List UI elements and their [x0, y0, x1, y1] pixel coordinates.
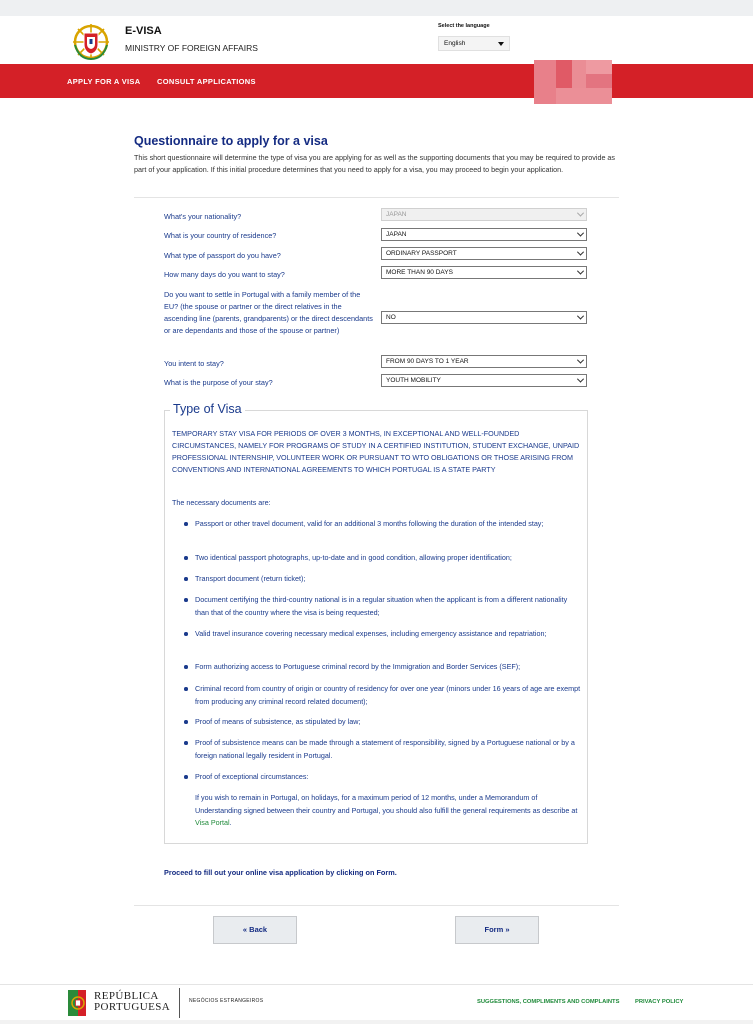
document-item — [195, 716, 583, 729]
suggestions-link[interactable]: SUGGESTIONS, COMPLIMENTS AND COMPLAINTS — [477, 999, 620, 1005]
document-text: Criminal record from country of origin or country of residency for over one year (minors under 16 years of age are exempt from producing any criminal record related document); — [195, 684, 581, 706]
document-text: Document certifying the third-country national is in a regular situation when the applicant is from a different nationality than that of the country where the visa is being requested; — [195, 595, 568, 617]
document-item — [195, 518, 583, 531]
document-item — [195, 552, 583, 565]
nav-consult-applications[interactable]: CONSULT APPLICATIONS — [157, 77, 256, 86]
visa-type-legend: Type of Visa — [170, 402, 245, 416]
bullet-icon — [184, 556, 188, 560]
days-value: MORE THAN 90 DAYS — [386, 269, 453, 276]
residence-select[interactable] — [381, 228, 587, 241]
chevron-down-icon — [577, 357, 584, 364]
privacy-policy-link[interactable]: PRIVACY POLICY — [635, 999, 684, 1005]
republica-line-1: REPÚBLICA — [94, 990, 159, 1002]
footer-divider — [0, 984, 753, 985]
main-nav — [0, 64, 753, 98]
republica-portuguesa-text — [94, 991, 170, 1013]
app-title: E-VISA — [125, 25, 162, 37]
form-button[interactable]: Form » — [455, 916, 539, 944]
passport-value: ORDINARY PASSPORT — [386, 250, 457, 257]
exceptional-note — [195, 792, 583, 830]
page-intro: This short questionnaire will determine the type of visa you are applying for as well as the supporting documents that you may be required to provide as part of your application. If this initial procedure determines that you need to apply for a visa, you may proceed to begin your application. — [134, 153, 616, 174]
intent-select[interactable] — [381, 355, 587, 368]
document-text: Proof of means of subsistence, as stipulated by law; — [195, 717, 361, 726]
document-text: Transport document (return ticket); — [195, 574, 306, 583]
proceed-instruction: Proceed to fill out your online visa application by clicking on Form. — [164, 868, 397, 877]
bullet-icon — [184, 632, 188, 636]
documents-intro: The necessary documents are: — [172, 498, 271, 507]
document-item — [195, 683, 583, 708]
bullet-icon — [184, 741, 188, 745]
bottom-strip — [0, 1020, 753, 1024]
question-intent-label: You intent to stay? — [164, 359, 224, 368]
bullet-icon — [184, 687, 188, 691]
nationality-value: JAPAN — [386, 211, 407, 218]
document-item — [195, 573, 583, 586]
question-passport-label: What type of passport do you have? — [164, 251, 281, 260]
purpose-value: YOUTH MOBILITY — [386, 377, 441, 384]
document-text: Passport or other travel document, valid for an additional 3 months following the duration of the intended stay; — [195, 519, 544, 528]
days-select[interactable] — [381, 266, 587, 279]
bullet-icon — [184, 720, 188, 724]
family-select[interactable] — [381, 311, 587, 324]
coat-of-arms-logo — [67, 21, 115, 61]
page-title: Questionnaire to apply for a visa — [134, 134, 328, 148]
chevron-down-icon — [577, 230, 584, 237]
bullet-icon — [184, 577, 188, 581]
chevron-down-icon — [577, 268, 584, 275]
document-text: Proof of exceptional circumstances: — [195, 772, 309, 781]
visa-portal-link[interactable]: Visa Portal — [195, 818, 230, 827]
questionnaire-header — [134, 134, 619, 175]
document-text: Valid travel insurance covering necessary medical expenses, including emergency assistance and repatriation; — [195, 629, 547, 638]
language-label: Select the language — [438, 23, 490, 29]
bullet-icon — [184, 598, 188, 602]
republica-line-2: PORTUGUESA — [94, 1001, 171, 1013]
purpose-select[interactable] — [381, 374, 587, 387]
divider — [134, 905, 619, 906]
site-header — [0, 16, 753, 64]
divider — [134, 197, 619, 198]
residence-value: JAPAN — [386, 231, 407, 238]
language-select-value: English — [444, 40, 466, 47]
question-residence-label: What is your country of residence? — [164, 231, 277, 240]
document-item — [195, 771, 583, 784]
nationality-select — [381, 208, 587, 221]
language-select[interactable] — [438, 36, 510, 51]
bullet-icon — [184, 665, 188, 669]
footer-brand-divider — [179, 988, 180, 1018]
ministry-name: NEGÓCIOS ESTRANGEIROS — [189, 998, 264, 1004]
chevron-down-icon — [577, 313, 584, 320]
question-family-label: Do you want to settle in Portugal with a family member of the EU? (the spouse or partner or the direct relatives in the ascending line (parents, grandparents) or the direct descendants or are dependants and those of the spouse or partner) — [164, 290, 373, 335]
caret-down-icon — [498, 42, 504, 46]
passport-select[interactable] — [381, 247, 587, 260]
republica-portuguesa-logo — [66, 988, 88, 1018]
intent-value: FROM 90 DAYS TO 1 YEAR — [386, 358, 469, 365]
nav-apply-for-a-visa[interactable]: APPLY FOR A VISA — [67, 77, 141, 86]
note-text: If you wish to remain in Portugal, on holidays, for a maximum period of 12 months, under a Memorandum of Understanding signed between their country and Portugal, you should also fulfill the general requirements as describe at — [195, 793, 578, 815]
question-days-label: How many days do you want to stay? — [164, 270, 285, 279]
document-item — [195, 594, 583, 619]
bullet-icon — [184, 775, 188, 779]
chevron-down-icon — [577, 376, 584, 383]
document-item — [195, 628, 583, 641]
chevron-down-icon — [577, 249, 584, 256]
redacted-user-area — [530, 60, 614, 104]
question-nationality-label: What's your nationality? — [164, 212, 242, 221]
back-button[interactable]: « Back — [213, 916, 297, 944]
document-item — [195, 737, 583, 762]
visa-description: TEMPORARY STAY VISA FOR PERIODS OF OVER 3 MONTHS, IN EXCEPTIONAL AND WELL-FOUNDED CIRCUMSTANCES, NAMELY FOR PROGRAMS OF STUDY IN A CERTIFIED INSTITUTION, STUDENT EXCHANGE, UNPAID PROFESSIONAL INTERNSHIP, VOLUNTEER WORK OR PURSUANT TO WTO OBLIGATIONS OR THOSE ARISING FROM CONVENTIONS AND INTERNATIONAL AGREEMENTS TO WHICH PORTUGAL IS A STATE PARTY — [172, 429, 580, 474]
question-purpose-label: What is the purpose of your stay? — [164, 378, 273, 387]
note-end: . — [229, 818, 232, 827]
top-strip — [0, 0, 753, 16]
app-subtitle: MINISTRY OF FOREIGN AFFAIRS — [125, 43, 258, 53]
document-item — [195, 661, 583, 674]
document-text: Two identical passport photographs, up-to-date and in good condition, allowing proper identification; — [195, 553, 512, 562]
document-text: Proof of subsistence means can be made through a statement of responsibility, signed by a Portuguese national or by a foreign national legally resident in Portugal. — [195, 738, 575, 760]
bullet-icon — [184, 522, 188, 526]
document-text: Form authorizing access to Portuguese criminal record by the Immigration and Border Services (SEF); — [195, 662, 521, 671]
chevron-down-icon — [577, 210, 584, 217]
family-value: NO — [386, 314, 396, 321]
